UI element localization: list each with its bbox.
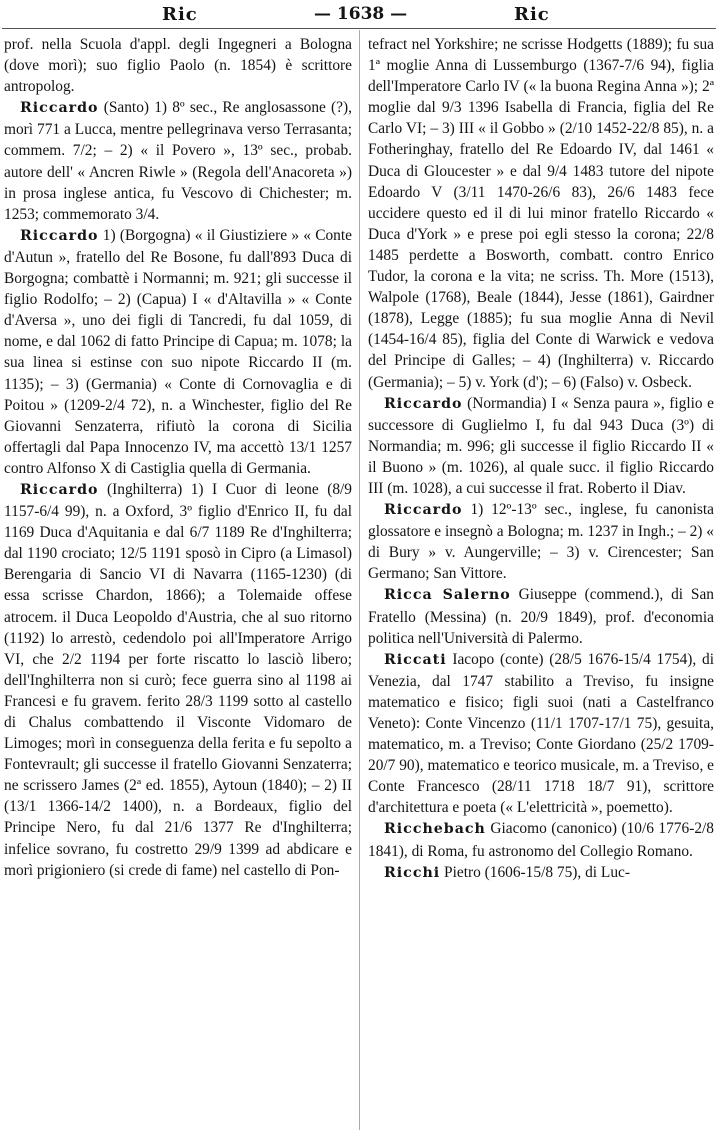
running-head-right: Ric xyxy=(514,4,550,25)
entry-text: Giuseppe (commend.), di San Fratello (Messina) (n. 20/9 1849), prof. d'economia politica nell'Università di Palermo. xyxy=(368,586,714,647)
entry-headword: Ricca Salerno xyxy=(384,587,511,604)
entry-continuation xyxy=(4,34,352,97)
entry-riccati xyxy=(368,649,714,819)
entry-text: Pietro (1606-15/8 75), di Luc- xyxy=(444,863,630,881)
entry-riccardo-canonista xyxy=(368,499,714,584)
entry-riccardo-normandia xyxy=(368,393,714,499)
entry-text: 1) 12º-13º sec., inglese, fu canonista glossatore e insegnò a Bologna; m. 1237 in Ingh.; – 2) « di Bury » v. Aungerville; – 3) v. Cirencester; San Germano; San Vittore. xyxy=(368,501,714,583)
left-column xyxy=(4,34,352,1128)
entry-headword: Riccardo xyxy=(20,100,99,117)
entry-headword: Ricchebach xyxy=(384,821,486,838)
entry-headword: Ricchi xyxy=(384,864,441,881)
entry-riccardo-inghilterra xyxy=(4,479,352,881)
entry-continuation xyxy=(368,34,714,393)
entry-text: tefract nel Yorkshire; ne scrisse Hodgetts (1889); fu sua 1ª moglie Anna di Lussemburgo (1367-7/6 94), figlia dell'Imperatore Carlo IV (« la buona Regina Anna »); 2ª moglie dal 9/3 1396 Isabella di Francia, figlia del Re Carlo VI; – 3) III « il Gobbo » (2/10 1452-22/8 85), n. a Fotheringhay, fratello del Re Edoardo IV, dal 1461 « Duca di Gloucester » e dal 9/4 1483 tutore del nipote Edoardo V (3/11 1470-26/6 83), 26/6 1483 fece uccidere questo ed il di lui minor fratello Riccardo « Duca d'York » e prese poi egli stesso la corona; 22/8 1485 perdette a Bosworth, combatt. contro Enrico Tudor, la corona e la vita; ne scriss. Th. More (1513), Walpole (1768), Beale (1844), Jesse (1861), Gairdner (1878), Legge (1885); fu sua moglie Anna di Nevil (1454-16/4 85), figlia del Conte di Warwick e vedova del Principe di Galles; – 4) (Inghilterra) v. Riccardo (Germania); – 5) v. York (d'); – 6) (Falso) v. Osbeck. xyxy=(368,36,714,391)
right-column xyxy=(368,34,714,1128)
entry-headword: Riccardo xyxy=(20,227,99,244)
entry-headword: Riccardo xyxy=(20,481,99,498)
entry-text: 1) (Borgogna) « il Giustiziere » « Conte d'Autun », fratello del Re Bosone, fu dall'893 Duca di Borgogna; combattè i Normanni; m. 921; gli successe il figlio Rodolfo; – 2) (Capua) I « d'Altavilla » « Conte d'Aversa », uno dei figli di Tancredi, fu dal 1059, di nome, e dal 1062 di fatto Principe di Capua; m. 1078; la sua linea si estinse con suo nipote Riccardo II (m. 1135); – 3) (Germania) « Conte di Cornovaglia e di Poitou » (1209-2/4 72), n. a Winchester, figlio del Re Giovanni Senzaterra, rifiutò la corona di Sicilia offertagli dal Papa Innocenzo IV, ma accettò 13/1 1257 contro Alfonso X di Castiglia quella di Germania. xyxy=(4,226,352,477)
header-rule xyxy=(2,28,716,29)
page-number: — 1638 — xyxy=(314,4,408,24)
entry-text: prof. nella Scuola d'appl. degli Ingegneri a Bologna (dove morì); suo figlio Paolo (n. 1854) è scrittore antropolog. xyxy=(4,36,352,96)
column-divider xyxy=(359,30,360,1130)
entry-headword: Riccati xyxy=(384,651,447,668)
entry-text: (Inghilterra) 1) I Cuor di leone (8/9 1157-6/4 99), n. a Oxford, 3º figlio d'Enrico II, fu dal 1169 Duca d'Aquitania e dal 6/7 1189 Re d'Inghilterra; dal 1190 crociato; 12/5 1191 sposò in Cipro (a Limasol) Berengaria di Sancio VI di Navarra (1165-1230) (di essa scrisse Chardon, 1866); a Tolemaide offese atrocem. il Duca Leopoldo d'Austria, che al suo ritorno (1192) lo arrestò, cedendolo poi all'Imperatore Arrigo VI, che 2/2 1194 per forte riscatto lo lasciò libero; dell'Inghilterra non si curò; fece guerra sino al 1198 ai Francesi e fu gravem. ferito 28/3 1199 sotto al castello di Chalus combattendo il Visconte Vidomaro de Limoges; morì in conseguenza della ferita e fu sepolto a Fontevrault; gli successe il fratello Giovanni Senzaterra; ne scrissero James (2ª ed. 1855), Aytoun (1840); – 2) II (13/1 1366-14/2 1400), n. a Bordeaux, figlio del Principe Nero, fu dal 21/6 1377 Re d'Inghilterra; infelice sovrano, fu costretto 29/9 1399 ad abdicare e morì prigioniero (si crede di fame) nel castello di Pon- xyxy=(4,480,352,879)
running-head-left: Ric xyxy=(162,4,198,25)
entry-ricchebach xyxy=(368,818,714,861)
entry-riccardo-santo xyxy=(4,97,352,225)
entry-headword: Riccardo xyxy=(384,502,463,519)
entry-riccardo-borgogna xyxy=(4,225,352,479)
entry-text: (Normandia) I « Senza paura », figlio e successore di Guglielmo I, fu dal 943 Duca (3º) di Normandia; m. 996; gli successe il figlio Riccardo II « il Buono » (m. 1026), al quale succ. il figlio Riccardo III (m. 1028), a cui successe il frat. Roberto il Diav. xyxy=(368,394,714,497)
entry-text: Iacopo (conte) (28/5 1676-15/4 1754), di Venezia, dal 1747 stabilito a Treviso, fu insigne matematico e fisico; figli suoi (nati a Castelfranco Veneto): Conte Vincenzo (11/1 1707-17/1 75), gesuita, matematico, m. a Treviso; Conte Giordano (25/2 1709-20/7 90), matematico e teorico musicale, m. a Treviso, e Conte Francesco (28/11 1718 18/7 91), scrittore d'architettura e poeta (« L'elettricità », poemetto). xyxy=(368,650,714,817)
entry-headword: Riccardo xyxy=(384,395,463,412)
entry-ricchi xyxy=(368,862,714,884)
entry-text: Giacomo (canonico) (10/6 1776-2/8 1841), di Roma, fu astronomo del Collegio Romano. xyxy=(368,820,714,860)
entry-text: (Santo) 1) 8º sec., Re anglosassone (?), morì 771 a Lucca, mentre pellegrinava verso Terrasanta; commem. 7/2; – 2) « il Povero », 13º sec., probab. autore dell' « Ancren Riwle » (Regola dell'Anacoreta ») in prosa inglese antica, fu Vescovo di Chichester; m. 1253; commemorato 3/4. xyxy=(4,99,352,223)
entry-ricca-salerno xyxy=(368,584,714,648)
page-header xyxy=(0,0,718,34)
